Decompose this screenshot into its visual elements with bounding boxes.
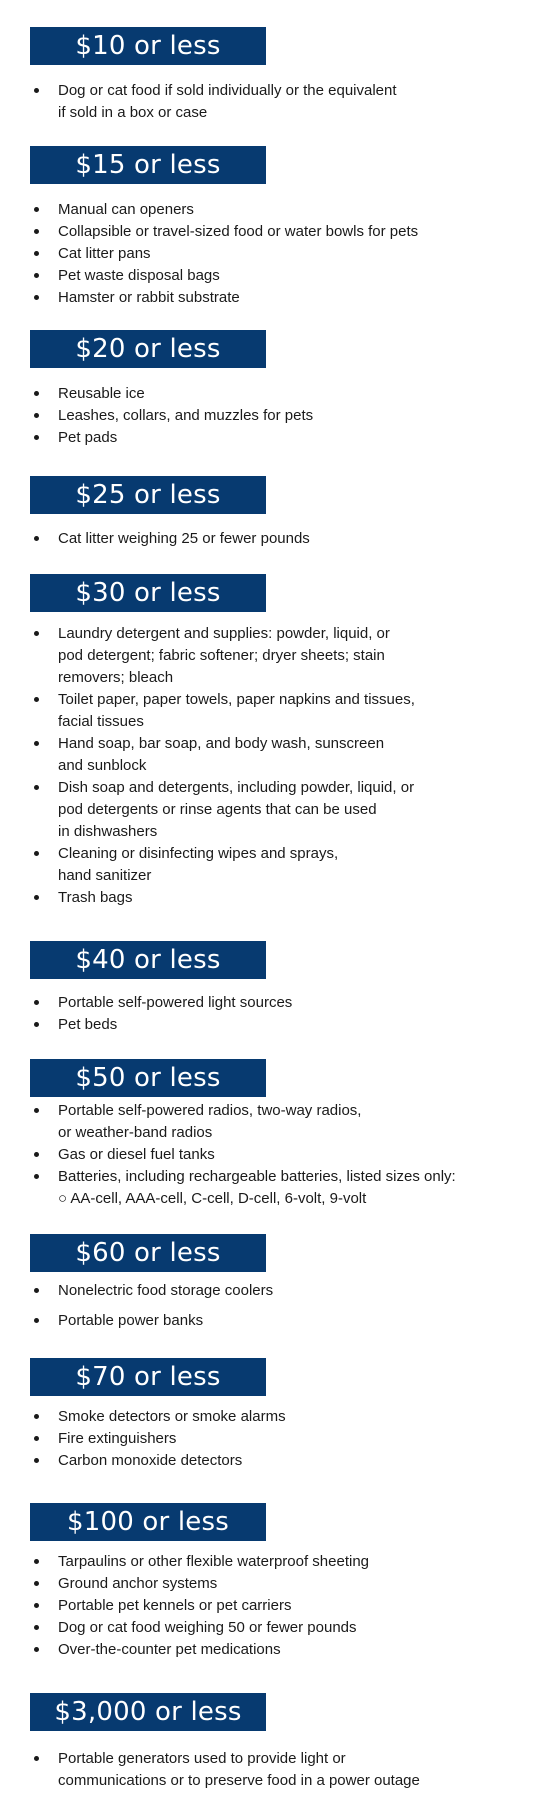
item-text: Ground anchor systems [58, 1575, 218, 1592]
bullet-icon [34, 1436, 39, 1441]
item-text: Collapsible or travel-sized food or water bowls for pets [58, 223, 419, 240]
bullet-icon [34, 1108, 39, 1113]
item-text: Portable generators used to provide light or communications or to preserve food in a power outage [58, 1750, 420, 1789]
item-text: Cat litter weighing 25 or fewer pounds [58, 530, 310, 547]
price-banner: $40 or less [30, 941, 266, 979]
item-text: Over-the-counter pet medications [58, 1641, 281, 1658]
item-text: Toilet paper, paper towels, paper napkins and tissues, facial tissues [58, 691, 415, 730]
bullet-icon [34, 1414, 39, 1419]
bullet-icon [34, 536, 39, 541]
item-text: Portable power banks [58, 1312, 204, 1329]
price-banner: $100 or less [30, 1503, 266, 1541]
bullet-icon [34, 295, 39, 300]
bullet-icon [34, 1756, 39, 1761]
item-text: Batteries, including rechargeable batteries, listed sizes only: [58, 1168, 456, 1185]
bullet-icon [34, 229, 39, 234]
item-text: Dog or cat food if sold individually or the equivalent if sold in a box or case [58, 82, 397, 121]
bullet-icon [34, 273, 39, 278]
price-banner: $3,000 or less [30, 1693, 266, 1731]
bullet-icon [34, 631, 39, 636]
item-text: Portable self-powered light sources [58, 994, 293, 1011]
bullet-icon [34, 1000, 39, 1005]
bullet-icon [34, 1603, 39, 1608]
bullet-icon [34, 895, 39, 900]
price-banner: $15 or less [30, 146, 266, 184]
bullet-icon [34, 785, 39, 790]
item-text: Portable self-powered radios, two-way radios, or weather-band radios [58, 1102, 362, 1141]
item-text: Portable pet kennels or pet carriers [58, 1597, 292, 1614]
bullet-icon [34, 741, 39, 746]
item-text: Trash bags [58, 889, 133, 906]
item-text: Reusable ice [58, 385, 145, 402]
bullet-icon [34, 435, 39, 440]
price-banner: $30 or less [30, 574, 266, 612]
bullet-icon [34, 851, 39, 856]
price-banner: $50 or less [30, 1059, 266, 1097]
bullet-icon [34, 88, 39, 93]
bullet-icon [34, 1022, 39, 1027]
item-text: Nonelectric food storage coolers [58, 1282, 274, 1299]
bullet-icon [34, 697, 39, 702]
bullet-icon [34, 251, 39, 256]
price-banner: $25 or less [30, 476, 266, 514]
price-banner: $20 or less [30, 330, 266, 368]
price-banner: $70 or less [30, 1358, 266, 1396]
item-text: Dish soap and detergents, including powder, liquid, or pod detergents or rinse agents that can be used in dishwashers [58, 779, 415, 840]
bullet-icon [34, 1581, 39, 1586]
item-text: Pet beds [58, 1016, 118, 1033]
item-text: Cat litter pans [58, 245, 151, 262]
item-text: Pet waste disposal bags [58, 267, 220, 284]
sub-item-text: ○ AA-cell, AAA-cell, C-cell, D-cell, 6-volt, 9-volt [58, 1190, 367, 1207]
item-text: Smoke detectors or smoke alarms [58, 1408, 286, 1425]
item-text: Hand soap, bar soap, and body wash, sunscreen and sunblock [58, 735, 385, 774]
bullet-icon [34, 1458, 39, 1463]
bullet-icon [34, 413, 39, 418]
item-text: Tarpaulins or other flexible waterproof sheeting [58, 1553, 370, 1570]
item-text: Fire extinguishers [58, 1430, 177, 1447]
item-text: Pet pads [58, 429, 118, 446]
bullet-icon [34, 1647, 39, 1652]
item-text: Dog or cat food weighing 50 or fewer pounds [58, 1619, 357, 1636]
bullet-icon [34, 1288, 39, 1293]
bullet-icon [34, 1559, 39, 1564]
item-text: Leashes, collars, and muzzles for pets [58, 407, 314, 424]
bullet-icon [34, 1174, 39, 1179]
bullet-icon [34, 207, 39, 212]
item-text: Manual can openers [58, 201, 194, 218]
price-banner: $10 or less [30, 27, 266, 65]
price-banner: $60 or less [30, 1234, 266, 1272]
bullet-icon [34, 1625, 39, 1630]
bullet-icon [34, 1152, 39, 1157]
bullet-icon [34, 1318, 39, 1323]
item-text: Gas or diesel fuel tanks [58, 1146, 215, 1163]
item-text: Cleaning or disinfecting wipes and sprays, hand sanitizer [58, 845, 339, 884]
item-text: Carbon monoxide detectors [58, 1452, 243, 1469]
item-text: Hamster or rabbit substrate [58, 289, 240, 306]
item-text: Laundry detergent and supplies: powder, liquid, or pod detergent; fabric softener; dryer sheets; stain removers; bleach [58, 625, 390, 686]
bullet-icon [34, 391, 39, 396]
